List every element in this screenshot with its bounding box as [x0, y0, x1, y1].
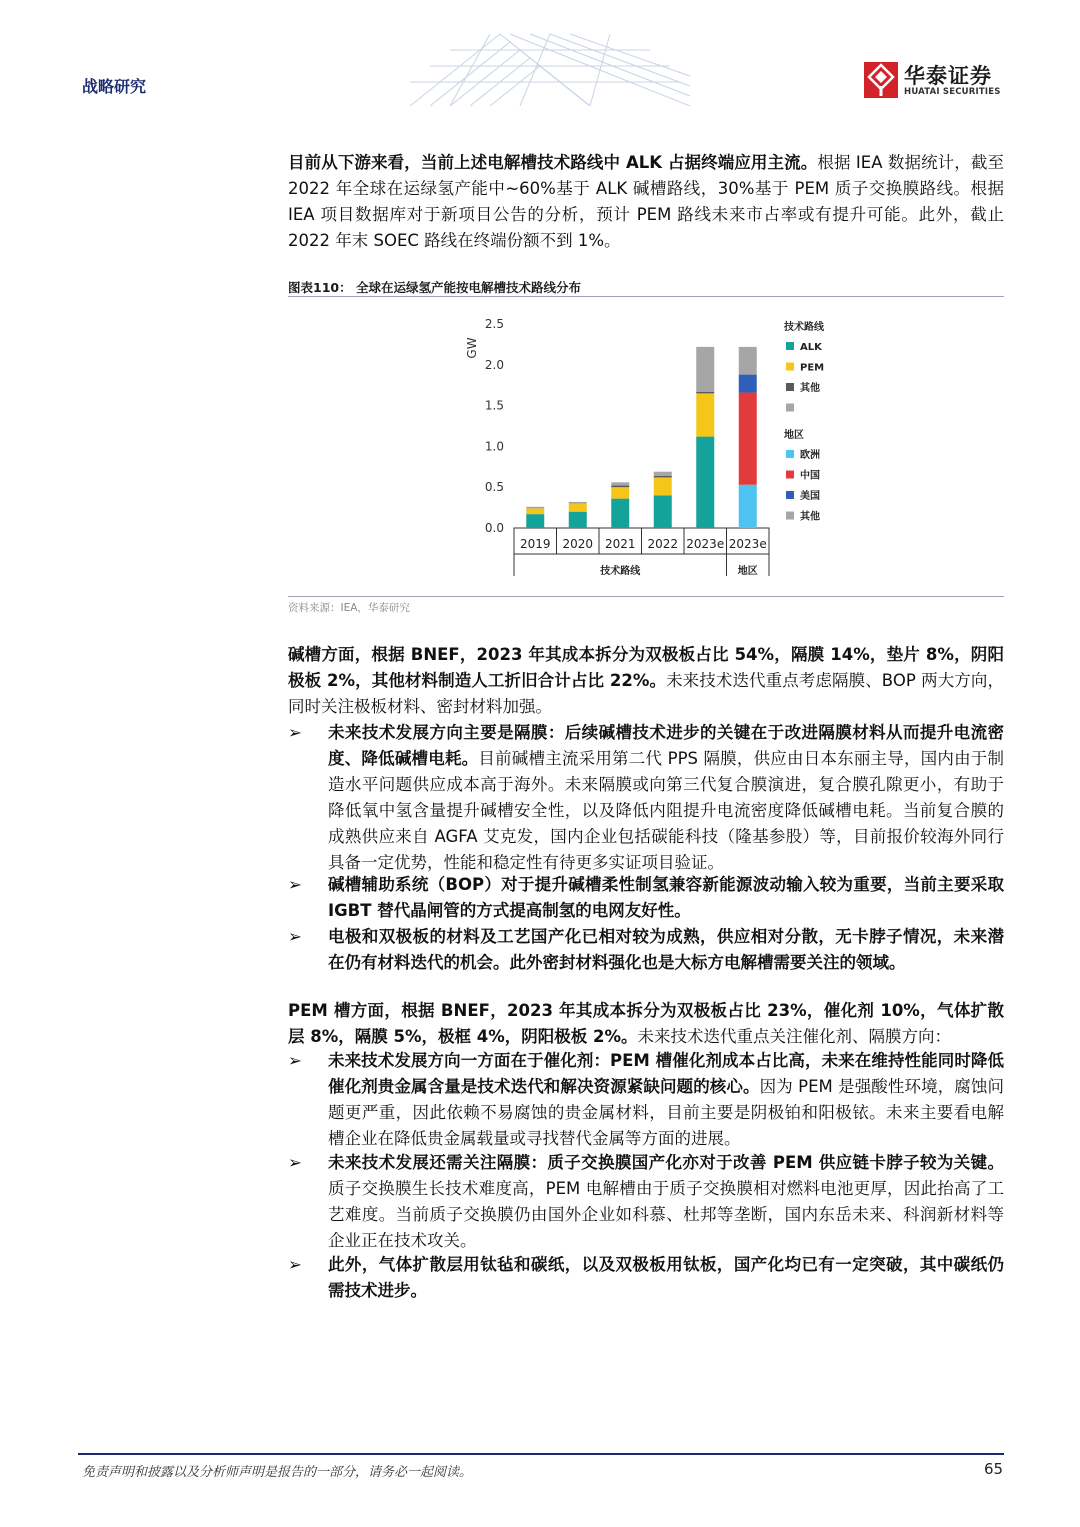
alk-bullet-3-bold: 电极和双极板的材料及工艺国产化已相对较为成熟，供应相对分散，无卡脖子情况，未来潜在仍有材料迭代的机会。此外密封材料强化也是大标方电解槽需要关注的领域。 [328, 927, 1004, 972]
figure-top-rule [288, 296, 1004, 297]
legend-swatch [786, 471, 794, 479]
legend-swatch [786, 450, 794, 458]
intro-bold: 目前从下游来看，当前上述电解槽技术路线中 ALK 占据终端应用主流。 [288, 153, 818, 172]
bar-segment [654, 477, 672, 495]
footer-disclaimer: 免责声明和披露以及分析师声明是报告的一部分，请务必一起阅读。 [82, 1465, 473, 1480]
legend-title-region: 地区 [784, 430, 804, 441]
pem-body: 未来技术迭代重点关注催化剂、隔膜方向： [637, 1027, 952, 1046]
bar-segment [611, 487, 629, 498]
alk-bullet-3 [288, 924, 1004, 976]
alk-bold: 碱槽方面，根据 BNEF，2023 年其成本拆分为双极板占比 54%，隔膜 14%，垫片 8%，阴阳极板 2%，其他材料制造人工折旧合计占比 22%。 [288, 645, 1004, 690]
legend-swatch [786, 342, 794, 350]
brand-english-name: HUATAI SECURITIES [904, 87, 1001, 97]
y-tick-label: 2.0 [484, 357, 504, 372]
figure-title: 图表110： 全球在运绿氢产能按电解槽技术路线分布 [288, 280, 581, 295]
legend-swatch [786, 404, 794, 412]
alk-paragraph [288, 642, 1004, 720]
bar-segment [611, 486, 629, 488]
bar-segment [696, 437, 714, 528]
figure-source: 资料来源：IEA，华泰研究 [288, 602, 410, 614]
x-tick-label: 2022 [647, 537, 679, 551]
x-tick-label: 2020 [562, 537, 594, 551]
legend-label: ALK [800, 342, 822, 353]
legend-label: 中国 [800, 470, 820, 482]
legend-label: 其他 [800, 511, 820, 523]
bar-segment [569, 504, 587, 512]
y-tick-label: 0.5 [484, 480, 504, 495]
intro-body: 根据 IEA 数据统计，截至 2022 年全球在运绿氢产能中~60%基于 ALK 碱槽路线，30%基于 PEM 质子交换膜路线。根据 IEA 项目数据库对于新项目公告的分析，预计 PEM 路线未来市占率或有提升可能。此外，截止 2022 年末 SOEC 路线在终端份额不到 1%。 [288, 153, 1004, 250]
legend-swatch [786, 383, 794, 391]
bar-segment [739, 485, 757, 528]
bar-segment [739, 347, 757, 375]
x-tick-label: 2023e [686, 537, 725, 551]
brand-name: 华泰证券 [904, 64, 992, 88]
legend-label: 其他 [800, 383, 820, 394]
legend-label: PEM [800, 362, 825, 374]
x-tick-label: 2021 [604, 537, 636, 551]
bar-segment [654, 495, 672, 528]
bar-segment [569, 502, 587, 504]
x-tick-label: 2019 [519, 537, 551, 551]
section-label: 战略研究 [82, 77, 147, 96]
y-tick-label: 0.0 [484, 521, 504, 535]
footer-rule [78, 1453, 1004, 1455]
pem-bullet-2-bold: 未来技术发展还需关注隔膜：质子交换膜国产化亦对于改善 PEM 供应链卡脖子较为关键。 [328, 1153, 1004, 1172]
bar-segment [696, 347, 714, 392]
y-tick-label: 2.5 [484, 317, 504, 331]
bar-segment [739, 393, 757, 485]
legend-swatch [786, 363, 794, 371]
bar-segment [654, 472, 672, 476]
bar-segment [569, 512, 587, 528]
intro-paragraph [288, 150, 1004, 254]
legend-title-tech: 技术路线 [784, 322, 824, 333]
header-decoration [390, 30, 700, 106]
pem-bullet-1-bold: 未来技术发展方向一方面在于催化剂：PEM 槽催化剂成本占比高，未来在维持性能同时降低催化剂贵金属含量是技术迭代和解决资源紧缺问题的核心。 [328, 1051, 1004, 1096]
arrow-bullet-icon: ➢ [288, 723, 302, 742]
alk-body: 未来技术迭代重点考虑隔膜、BOP 两大方向，同时关注极板材料、密封材料加强。 [288, 671, 1004, 716]
pem-bold: PEM 槽方面，根据 BNEF，2023 年其成本拆分为双极板占比 23%，催化剂 10%，气体扩散层 8%，隔膜 5%，极框 4%，阴阳极板 2%。 [288, 1001, 1004, 1046]
legend-swatch [786, 512, 794, 520]
bar-segment [611, 482, 629, 485]
arrow-bullet-icon: ➢ [288, 875, 302, 894]
pem-bullet-2 [288, 1150, 1004, 1254]
arrow-bullet-icon: ➢ [288, 1255, 302, 1274]
x-tick-label: 2023e [728, 537, 767, 551]
group-label: 技术路线 [600, 566, 641, 577]
alk-bullet-1-bold: 未来技术发展方向主要是隔膜：后续碱槽技术进步的关键在于改进隔膜材料从而提升电流密度、降低碱槽电耗。 [328, 723, 1004, 768]
legend-label: 欧洲 [800, 450, 820, 461]
stacked-bar-chart [440, 304, 880, 590]
legend-label: 美国 [800, 491, 820, 502]
pem-paragraph [288, 998, 1004, 1050]
group-label: 地区 [737, 566, 758, 577]
bar-segment [526, 514, 544, 528]
alk-bullet-1 [288, 720, 1004, 876]
arrow-bullet-icon: ➢ [288, 927, 302, 946]
bar-segment [696, 392, 714, 394]
brand-logo [864, 60, 1004, 100]
bar-segment [611, 499, 629, 528]
pem-bullet-2-body: 质子交换膜生长技术难度高，PEM 电解槽由于质子交换膜相对燃料电池更厚，因此抬高了工艺难度。当前质子交换膜仍由国外企业如科慕、杜邦等垄断，国内东岳未来、科润新材料等企业正在技术攻关。 [328, 1179, 1004, 1250]
bar-segment [654, 476, 672, 478]
bar-segment [526, 508, 544, 514]
pem-bullet-3 [288, 1252, 1004, 1304]
alk-bullet-2 [288, 872, 1004, 924]
pem-bullet-1-body: 因为 PEM 是强酸性环境，腐蚀问题更严重，因此依赖不易腐蚀的贵金属材料，目前主要是阴极铂和阳极铱。未来主要看电解槽企业在降低贵金属载量或寻找替代金属等方面的进展。 [328, 1077, 1004, 1148]
arrow-bullet-icon: ➢ [288, 1051, 302, 1070]
legend-swatch [786, 491, 794, 499]
alk-bullet-2-bold: 碱槽辅助系统（BOP）对于提升碱槽柔性制氢兼容新能源波动输入较为重要，当前主要采取 IGBT 替代晶闸管的方式提高制氢的电网友好性。 [328, 875, 1004, 920]
y-tick-label: 1.5 [484, 398, 504, 413]
arrow-bullet-icon: ➢ [288, 1153, 302, 1172]
bar-segment [526, 507, 544, 509]
pem-bullet-1 [288, 1048, 1004, 1152]
y-axis-label: GW [465, 337, 479, 359]
bar-segment [739, 375, 757, 393]
figure-bottom-rule [288, 596, 1004, 597]
huatai-logo-icon [864, 62, 898, 98]
page-number: 65 [984, 1460, 1004, 1478]
y-tick-label: 1.0 [484, 439, 504, 454]
bar-segment [696, 393, 714, 436]
alk-bullet-1-body: 目前碱槽主流采用第二代 PPS 隔膜，供应由日本东丽主导，国内由于制造水平问题供应成本高于海外。未来隔膜或向第三代复合膜演进，复合膜孔隙更小，有助于降低氧中氢含量提升碱槽安全性，以及降低内阻提升电流密度降低碱槽电耗。当前复合膜的成熟供应来自 AGFA 艾克发，国内企业包括碳能科技（隆基参股）等，目前报价较海外同行具备一定优势，性能和稳定性有待更多实证项目验证。 [328, 749, 1004, 872]
pem-bullet-3-bold: 此外，气体扩散层用钛毡和碳纸，以及双极板用钛板，国产化均已有一定突破，其中碳纸仍需技术进步。 [328, 1255, 1004, 1300]
